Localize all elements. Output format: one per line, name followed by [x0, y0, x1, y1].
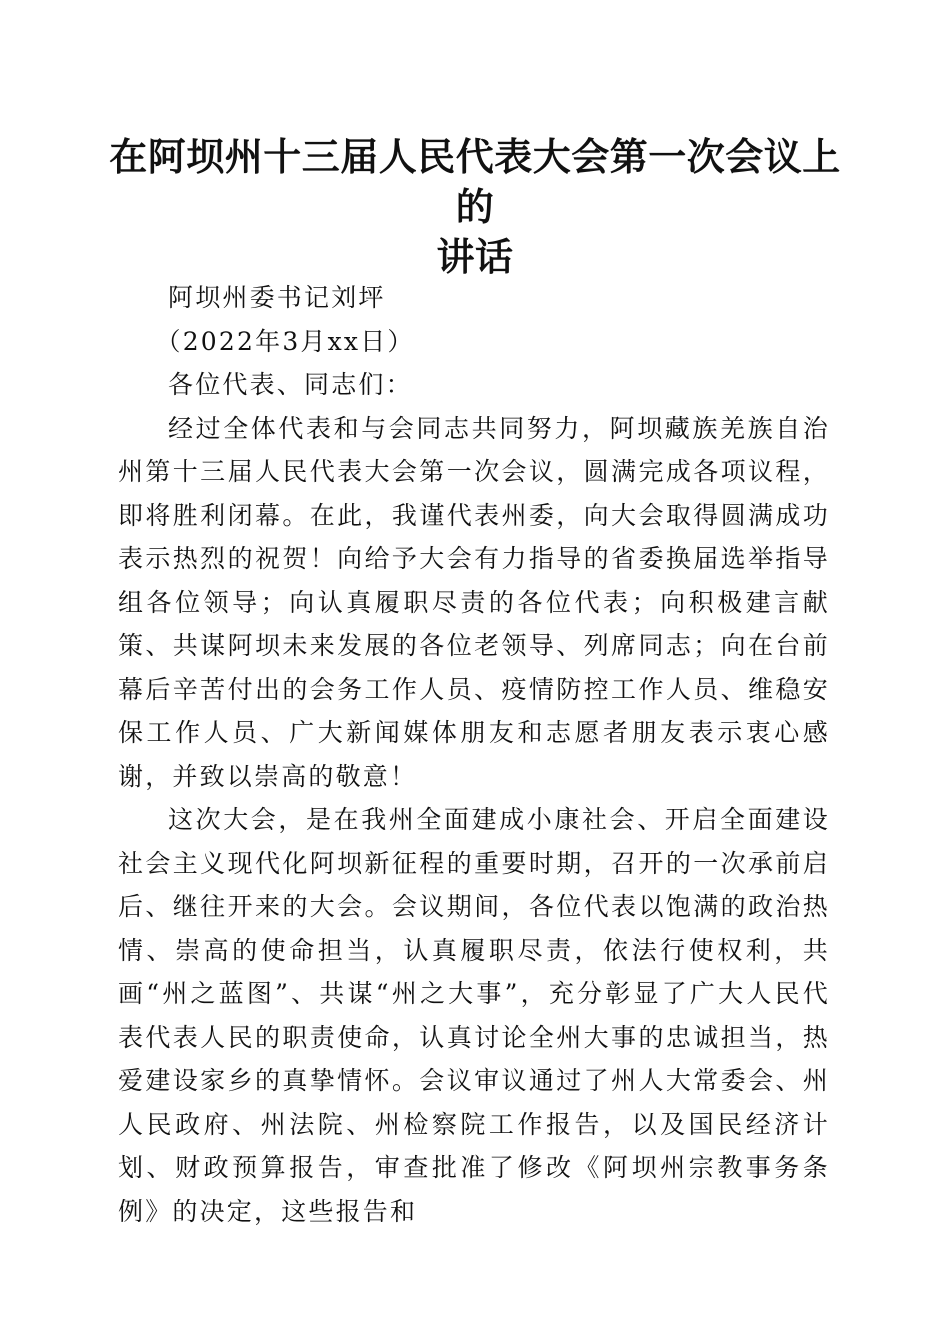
author-line: 阿坝州委书记刘坪	[168, 283, 386, 312]
salutation: 各位代表、同志们：	[168, 370, 413, 399]
date-line: （2022年3月xx日）	[155, 326, 415, 356]
paragraph-2: 这次大会，是在我州全面建成小康社会、开启全面建设社会主义现代化阿坝新征程的重要时期，召开的一次承前启后、继往开来的大会。会议期间，各位代表以饱满的政治热情、崇高的使命担当，认真履职尽责，依法行使权利，共画“州之蓝图”、共谋“州之大事”，充分彰显了广大人民代表代表人民的职责使命，认真讨论全州大事的忠诚担当，热爱建设家乡的真挚情怀。会议审议通过了州人大常委会、州人民政府、州法院、州检察院工作报告，以及国民经济计划、财政预算报告，审查批准了修改《阿坝州宗教事务条例》的决定，这些报告和	[118, 805, 830, 1226]
title-line-2: 讲话	[436, 234, 514, 279]
paragraph-1: 经过全体代表和与会同志共同努力，阿坝藏族羌族自治州第十三届人民代表大会第一次会议，圆满完成各项议程，即将胜利闭幕。在此，我谨代表州委，向大会取得圆满成功表示热烈的祝贺！向给予大会有力指导的省委换届选举指导组各位领导；向认真履职尽责的各位代表；向积极建言献策、共谋阿坝未来发展的各位老领导、列席同志；向在台前幕后辛苦付出的会务工作人员、疫情防控工作人员、维稳安保工作人员、广大新闻媒体朋友和志愿者朋友表示衷心感谢，并致以崇高的敬意！	[118, 413, 830, 791]
title-line-1: 在阿坝州十三届人民代表大会第一次会议上的	[109, 134, 841, 229]
document-title	[100, 132, 850, 282]
document-body	[118, 276, 830, 1233]
